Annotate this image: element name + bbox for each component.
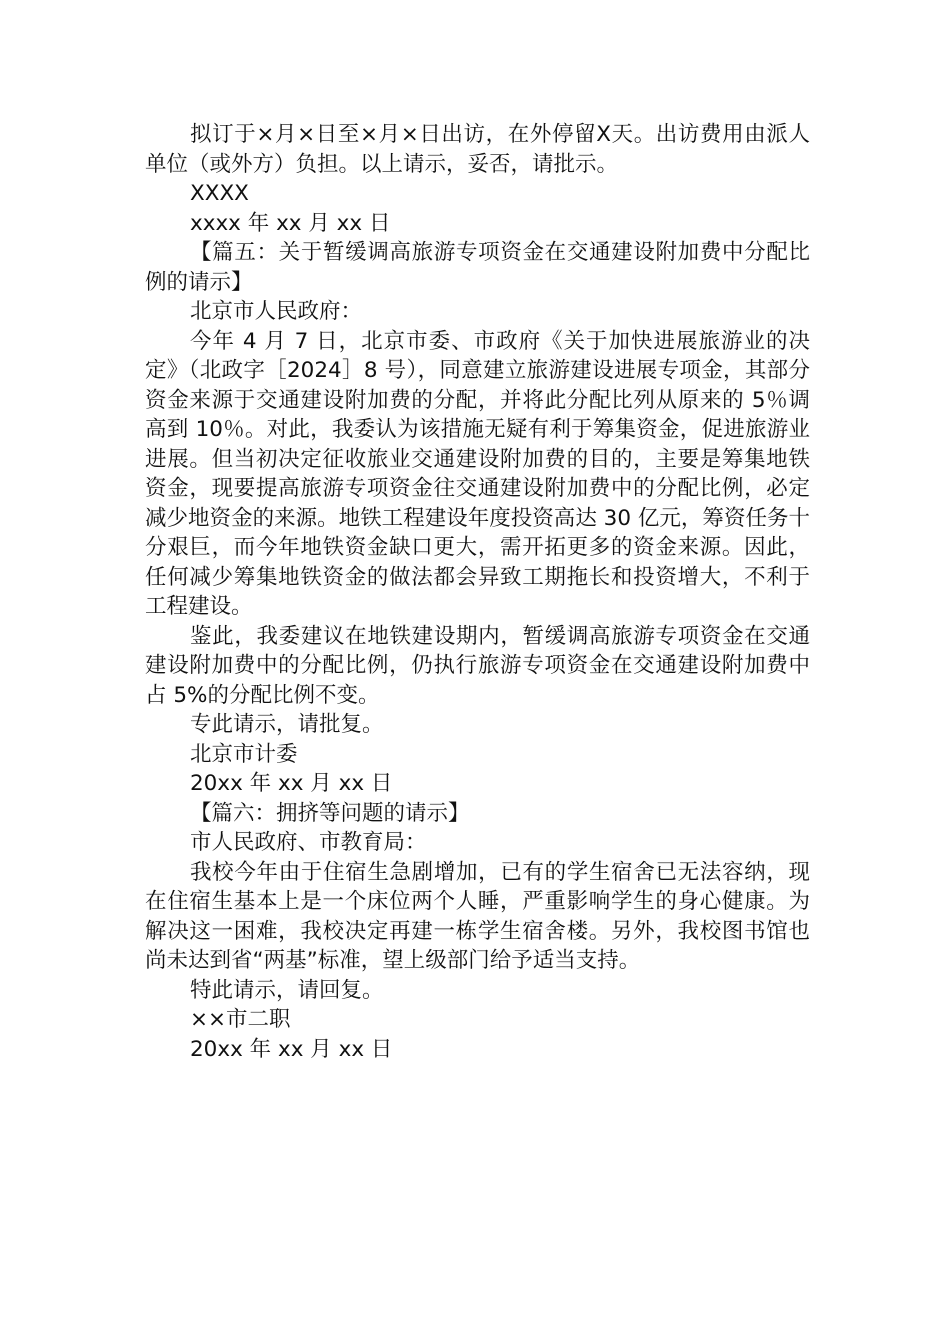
document-page [145, 120, 810, 1064]
section5-paragraph-1: 今年 4 月 7 日，北京市委、市政府《关于加快进展旅游业的决定》（北政字［2024］8 号），同意建立旅游建设进展专项金，其部分资金来源于交通建设附加费的分配，并将此分配比列从原来的 5％调高到 10％。对此，我委认为该措施无疑有利于筹集资金，促进旅游业进展。但当初决定征收旅业交通建设附加费的目的，主要是筹集地铁资金，现要提高旅游专项资金往交通建设附加费中的分配比例，必定减少地资金的来源。地铁工程建设年度投资高达 30 亿元，筹资任务十分艰巨，而今年地铁资金缺口更大，需开拓更多的资金来源。因此，任何减少筹集地铁资金的做法都会异致工期拖长和投资增大，不利于工程建设。 [145, 328, 810, 619]
section5-date: 20xx 年 xx 月 xx 日 [190, 771, 393, 796]
section6-paragraph-1: 我校今年由于住宿生急剧增加，已有的学生宿舍已无法容纳，现在住宿生基本上是一个床位两个人睡，严重影响学生的身心健康。为解决这一困难，我校决定再建一栋学生宿舍楼。另外，我校图书馆也尚未达到省“两基”标准，望上级部门给予适当支持。 [145, 859, 810, 973]
section4-date: xxxx 年 xx 月 xx 日 [190, 210, 391, 236]
section5-paragraph-2: 鉴此，我委建议在地铁建设期内，暂缓调高旅游专项资金在交通建设附加费中的分配比例，仍执行旅游专项资金在交通建设附加费中占 5%的分配比例不变。 [145, 623, 810, 708]
section4-signature: XXXX [190, 181, 249, 206]
section5-addressee: 北京市人民政府： [190, 299, 363, 324]
section6-addressee: 市人民政府、市教育局： [190, 830, 427, 855]
section6-heading: 【篇六：拥挤等问题的请示】 [190, 800, 470, 826]
section5-signature: 北京市计委 [190, 741, 298, 767]
section5-closing: 专此请示，请批复。 [190, 712, 384, 737]
section4-body-paragraph: 拟订于×月×日至×月×日出访，在外停留X天。出访费用由派人单位（或外方）负担。以上请示，妥否，请批示。 [145, 122, 810, 177]
section6-signature: ××市二职 [190, 1007, 291, 1032]
section6-closing: 特此请示，请回复。 [190, 977, 384, 1003]
section5-heading: 【篇五：关于暂缓调高旅游专项资金在交通建设附加费中分配比例的请示】 [145, 240, 810, 295]
section6-date: 20xx 年 xx 月 xx 日 [190, 1036, 393, 1062]
